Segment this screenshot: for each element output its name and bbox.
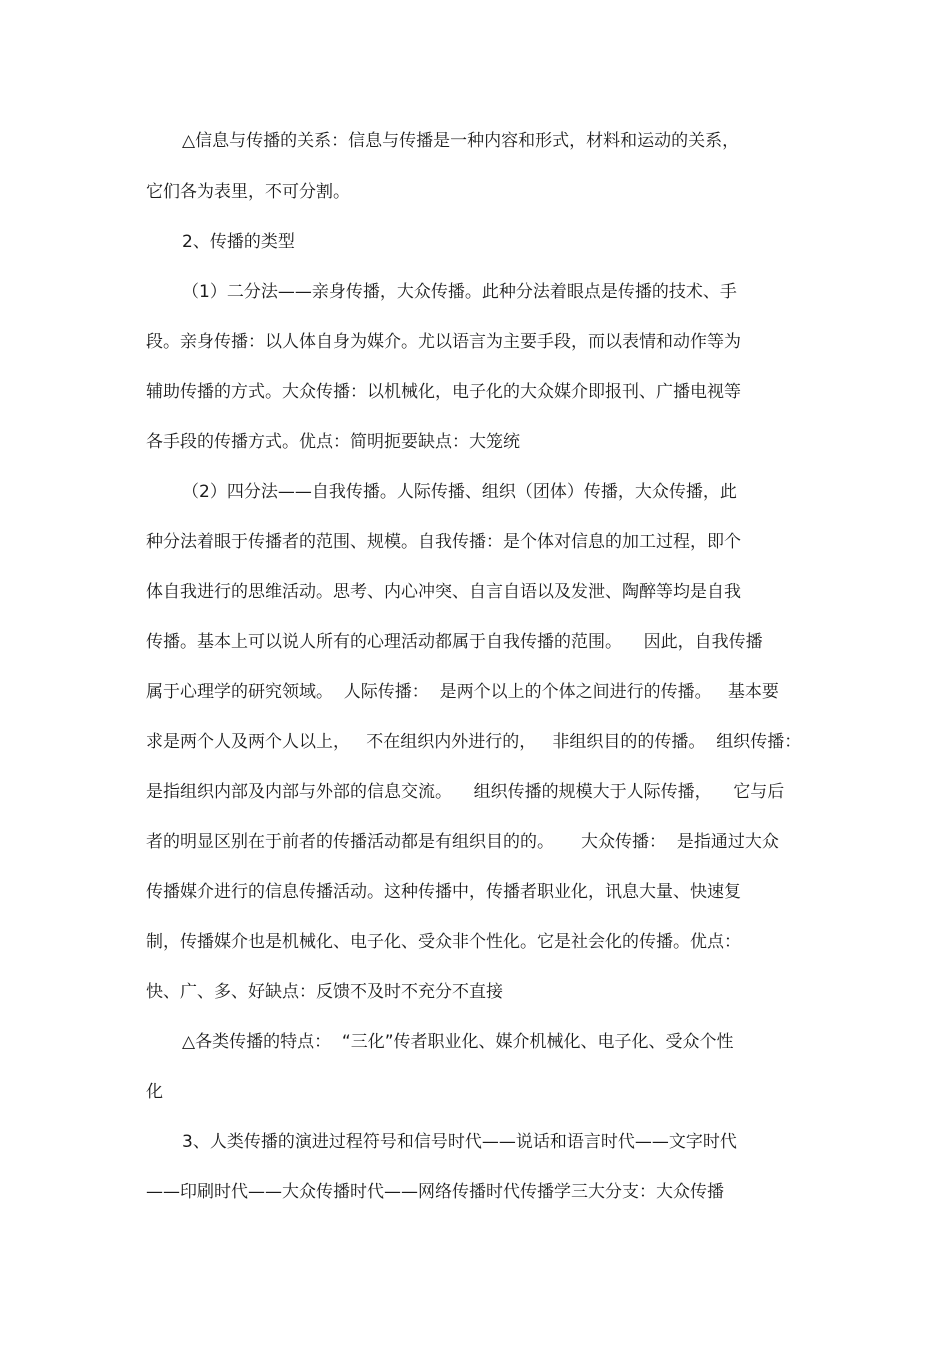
text-line: 快、广、多、好缺点：反馈不及时不充分不直接: [146, 982, 503, 1002]
text-line: 体自我进行的思维活动。思考、内心冲突、自言自语以及发泄、陶醉等均是自我: [146, 582, 741, 602]
text-line: △信息与传播的关系：信息与传播是一种内容和形式，材料和运动的关系，: [182, 131, 740, 151]
text-line: △各类传播的特点： “三化”传者职业化、媒介机械化、电子化、受众个性: [182, 1032, 734, 1052]
text-line: 是指组织内部及内部与外部的信息交流。 组织传播的规模大于人际传播， 它与后: [146, 782, 785, 802]
text-line: 段。亲身传播：以人体自身为媒介。尤以语言为主要手段，而以表情和动作等为: [146, 332, 741, 352]
text-line: （2）四分法——自我传播。人际传播、组织（团体）传播，大众传播，此: [182, 482, 737, 502]
text-line: 它们各为表里，不可分割。: [146, 182, 350, 202]
text-line: （1）二分法——亲身传播，大众传播。此种分法着眼点是传播的技术、手: [182, 282, 737, 302]
text-line: 传播媒介进行的信息传播活动。这种传播中，传播者职业化，讯息大量、快速复: [146, 882, 741, 902]
section-heading: 2、传播的类型: [182, 232, 295, 252]
text-line: 制，传播媒介也是机械化、电子化、受众非个性化。它是社会化的传播。优点：: [146, 932, 741, 952]
text-line: 传播。基本上可以说人所有的心理活动都属于自我传播的范围。 因此，自我传播: [146, 632, 763, 652]
text-line: 各手段的传播方式。优点：简明扼要缺点：大笼统: [146, 432, 520, 452]
text-line: 种分法着眼于传播者的范围、规模。自我传播：是个体对信息的加工过程，即个: [146, 532, 741, 552]
text-line: 者的明显区别在于前者的传播活动都是有组织目的的。 大众传播： 是指通过大众: [146, 832, 779, 852]
text-line: 求是两个人及两个人以上， 不在组织内外进行的， 非组织目的的传播。 组织传播：: [146, 732, 802, 752]
section-heading: 3、人类传播的演进过程符号和信号时代——说话和语言时代——文字时代: [182, 1132, 737, 1152]
text-line: ——印刷时代——大众传播时代——网络传播时代传播学三大分支：大众传播: [146, 1182, 724, 1202]
text-line: 化: [146, 1082, 163, 1102]
text-line: 属于心理学的研究领域。 人际传播： 是两个以上的个体之间进行的传播。 基本要: [146, 682, 779, 702]
text-line: 辅助传播的方式。大众传播：以机械化，电子化的大众媒介即报刊、广播电视等: [146, 382, 741, 402]
